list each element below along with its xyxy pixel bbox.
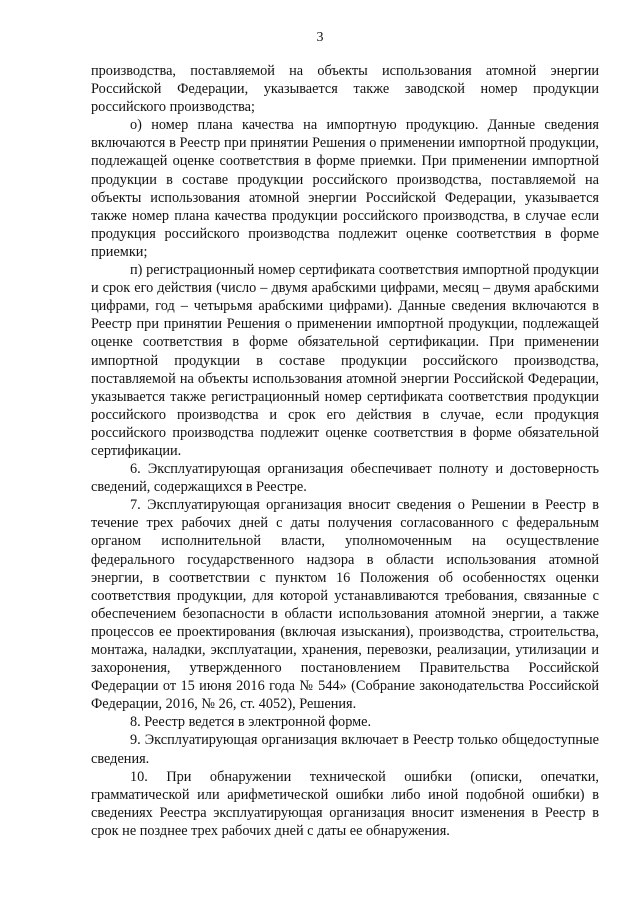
paragraph-continuation: производства, поставляемой на объекты использования атомной энергии Российской Федерации, указывается также заводской номер продукции российского производства;	[91, 63, 599, 116]
paragraph-6: 6. Эксплуатирующая организация обеспечивает полноту и достоверность сведений, содержащихся в Реестре.	[91, 461, 599, 496]
paragraph-item-p: п) регистрационный номер сертификата соответствия импортной продукции и срок его действия (число – двумя арабскими цифрами, месяц – двумя арабскими цифрами, год – четырьмя арабскими цифрами). Данные сведения включаются в Реестр при принятии Решения о применении импортной продукции, подлежащей оценке соответствия в форме обязательной сертификации. При применении импортной продукции в составе продукции российского производства, поставляемой на объекты использования атомной энергии Российской Федерации, указывается также регистрационный номер сертификата соответствия продукции российского производства и срок его действия в случае, если продукция российского производства подлежит оценке соответствия в форме обязательной сертификации.	[91, 262, 599, 459]
document-body	[91, 62, 599, 840]
paragraph-item-o: о) номер плана качества на импортную продукцию. Данные сведения включаются в Реестр при принятии Решения о применении импортной продукции, подлежащей оценке соответствия в форме приемки. При применении импортной продукции в составе продукции российского производства, поставляемой на объекты использования атомной энергии Российской Федерации, указывается также номер плана качества продукции российского производства, в случае если продукция российского производства подлежит оценке соответствия в форме приемки;	[91, 117, 599, 260]
paragraph-8: 8. Реестр ведется в электронной форме.	[130, 714, 372, 731]
page-number: 3	[316, 30, 324, 45]
paragraph-7: 7. Эксплуатирующая организация вносит сведения о Решении в Реестр в течение трех рабочих дней с даты получения согласованного с федеральным органом исполнительной власти, уполномоченным на осуществление федерального государственного надзора в области использования атомной энергии, в соответствии с пунктом 16 Положения об особенностях оценки соответствия продукции, для которой устанавливаются требования, связанные с обеспечением безопасности в области использования атомной энергии, а также процессов ее проектирования (включая изыскания), производства, строительства, монтажа, наладки, эксплуатации, хранения, перевозки, реализации, утилизации и захоронения, утвержденного постановлением Правительства Российской Федерации от 15 июня 2016 года № 544» (Собрание законодательства Российской Федерации, 2016, № 26, ст. 4052), Решения.	[91, 497, 599, 713]
paragraph-9: 9. Эксплуатирующая организация включает в Реестр только общедоступные сведения.	[91, 732, 599, 767]
paragraph-10: 10. При обнаружении технической ошибки (описки, опечатки, грамматической или арифметической ошибки либо иной подобной ошибки) в сведениях Реестра эксплуатирующая организация вносит изменения в Реестр в срок не позднее трех рабочих дней с даты ее обнаружения.	[91, 768, 599, 839]
